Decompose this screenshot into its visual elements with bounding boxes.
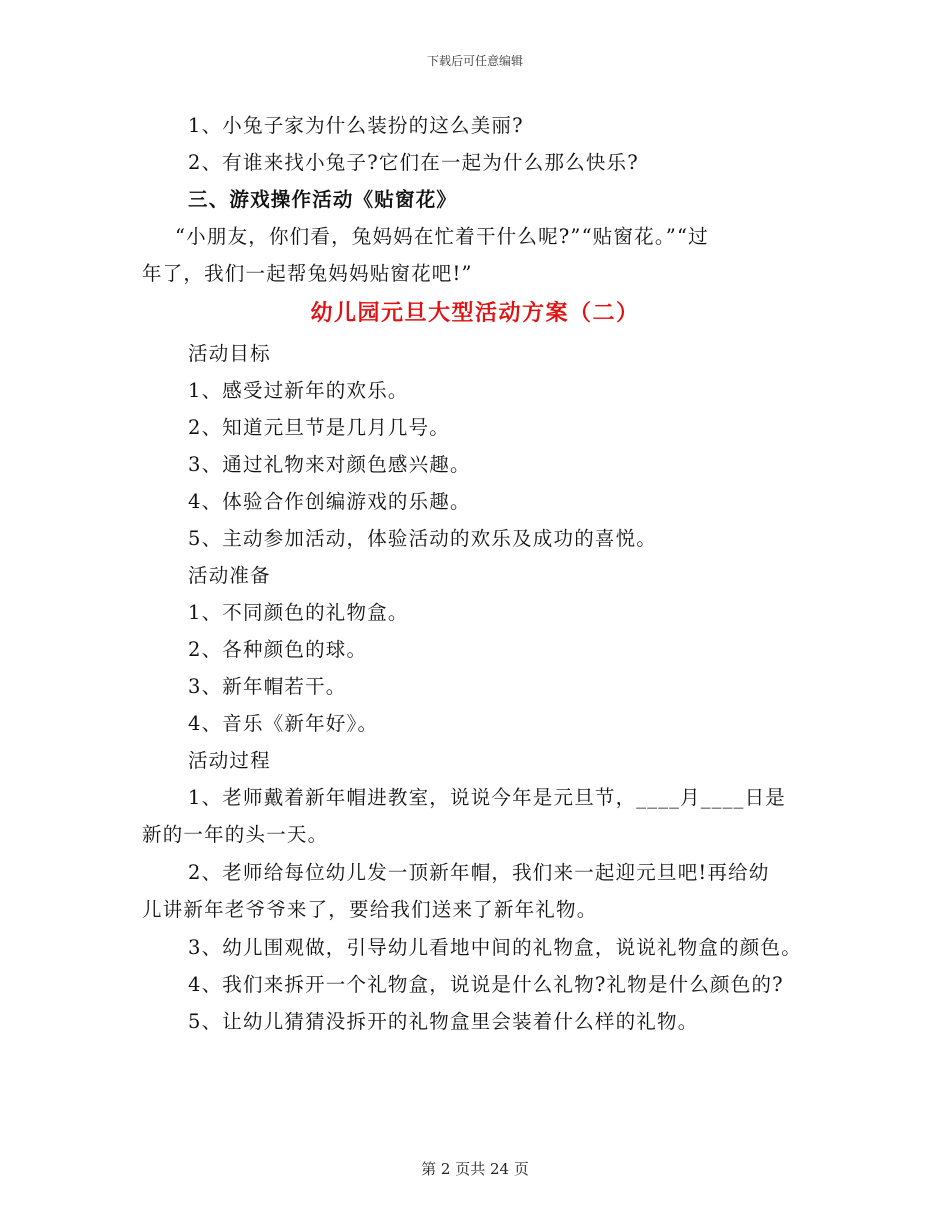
process-step-4: 4、我们来拆开一个礼物盒，说说是什么礼物?礼物是什么颜色的? [188,973,784,996]
goal-item-3: 3、通过礼物来对颜色感兴趣。 [188,453,471,476]
prep-item-3: 3、新年帽若干。 [188,675,347,698]
process-step-3: 3、幼儿围观做，引导幼儿看地中间的礼物盒，说说礼物盒的颜色。 [188,936,802,959]
dialog-line-2: 年了，我们一起帮兔妈妈贴窗花吧!” [142,262,473,285]
prep-item-4: 4、音乐《新年好》。 [188,712,379,735]
section-title: 幼儿园元旦大型活动方案（二） [310,300,640,326]
process-step-1a: 1、老师戴着新年帽进教室，说说今年是元旦节，____月____日是 [188,786,787,809]
prep-item-1: 1、不同颜色的礼物盒。 [188,601,409,624]
section-heading-game: 三、游戏操作活动《贴窗花》 [188,188,458,211]
question-2: 2、有谁来找小兔子?它们在一起为什么那么快乐? [188,151,639,174]
page-footer: 第 2 页共 24 页 [421,1160,529,1178]
process-step-2a: 2、老师给每位幼儿发一顶新年帽，我们来一起迎元旦吧!再给幼 [188,861,770,884]
goal-item-5: 5、主动参加活动，体验活动的欢乐及成功的喜悦。 [188,527,658,550]
goals-heading: 活动目标 [188,342,271,365]
process-heading: 活动过程 [188,749,271,772]
process-step-1b: 新的一年的头一天。 [142,823,329,846]
prep-item-2: 2、各种颜色的球。 [188,638,368,661]
goal-item-2: 2、知道元旦节是几月几号。 [188,416,451,439]
dialog-line-1: “小朋友，你们看，兔妈妈在忙着干什么呢?”“贴窗花。”“过 [175,225,709,248]
process-step-2b: 儿讲新年老爷爷来了，要给我们送来了新年礼物。 [142,898,598,921]
process-step-5: 5、让幼儿猜猜没拆开的礼物盒里会装着什么样的礼物。 [188,1010,699,1033]
goal-item-1: 1、感受过新年的欢乐。 [188,379,409,402]
question-1: 1、小兔子家为什么装扮的这么美丽? [188,114,524,137]
prep-heading: 活动准备 [188,564,271,587]
goal-item-4: 4、体验合作创编游戏的乐趣。 [188,490,471,513]
page-header: 下载后可任意编辑 [426,54,523,68]
